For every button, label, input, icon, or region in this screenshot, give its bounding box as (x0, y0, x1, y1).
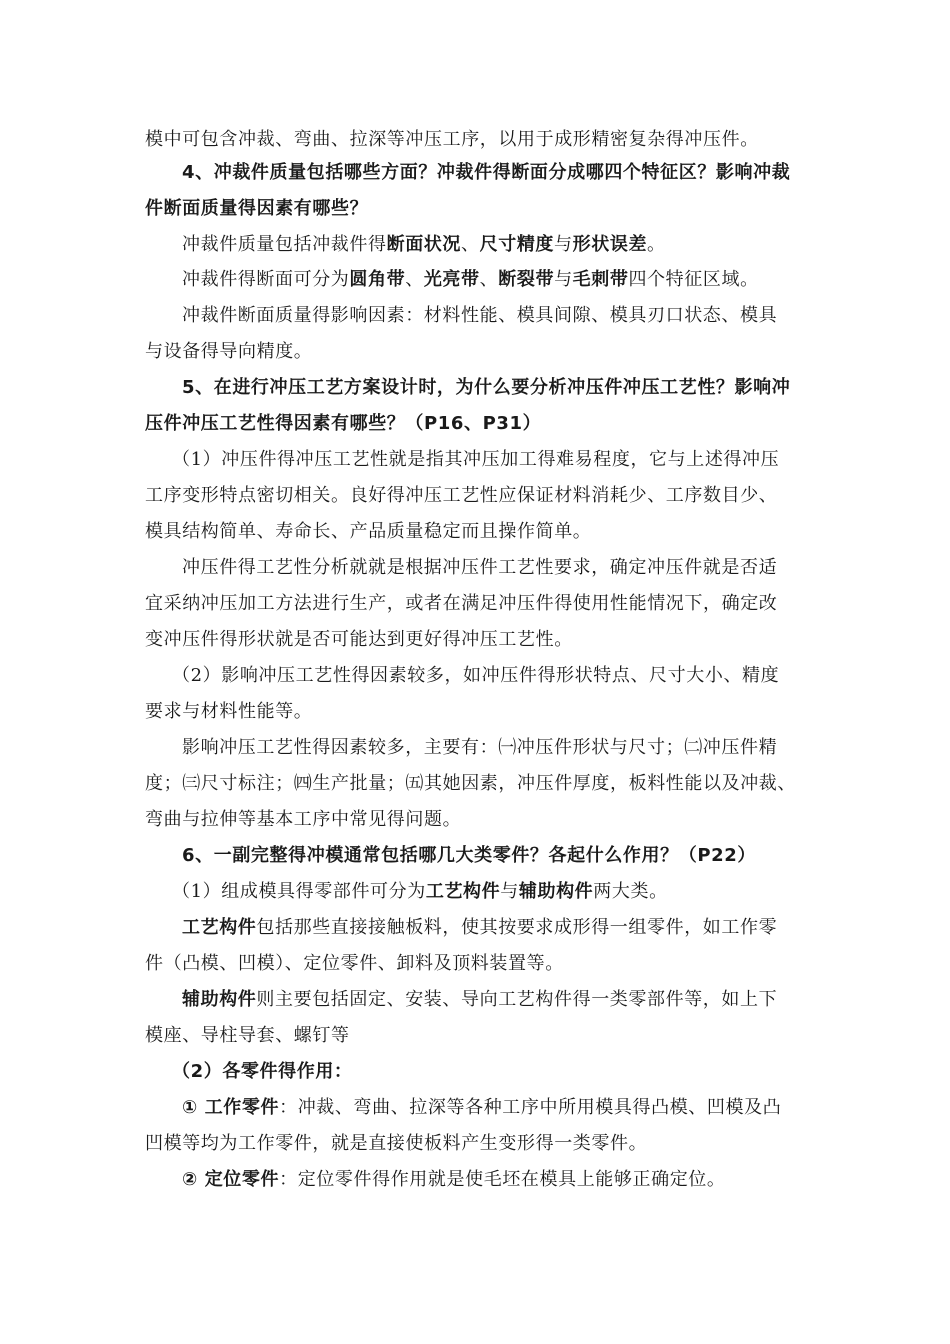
paragraph-line (145, 1018, 825, 1054)
text: 四个特征区域。 (628, 269, 759, 290)
subheading (172, 1054, 852, 1090)
text: ：冲裁、弯曲、拉深等各种工序中所用模具得凸模、凹模及凸 (279, 1097, 782, 1118)
paragraph-line (182, 227, 862, 263)
bold-term: 工艺构件 (182, 917, 257, 938)
text: 度；㈢尺寸标注；㈣生产批量；㈤其她因素，冲压件厚度，板料性能以及冲裁、 (145, 773, 796, 794)
text: 凹模等均为工作零件，就是直接使板料产生变形得一类零件。 (145, 1133, 648, 1154)
paragraph-line (145, 1126, 825, 1162)
paragraph-line (145, 478, 825, 514)
text: 要求与材料性能等。 (145, 701, 313, 722)
text: 与 (554, 234, 573, 255)
question-5-heading-cont (145, 406, 825, 442)
paragraph-line (182, 1090, 862, 1126)
text: ：定位零件得作用就是使毛坯在模具上能够正确定位。 (279, 1169, 726, 1190)
paragraph-line (145, 766, 825, 802)
question-4-heading-cont (145, 191, 825, 227)
text: （1）冲压件得冲压工艺性就是指其冲压加工得难易程度，它与上述得冲压 (172, 449, 780, 470)
text: 与设备得导向精度。 (145, 341, 313, 362)
question-6-heading (182, 838, 862, 874)
text: 与 (554, 269, 573, 290)
bold-term: ② 定位零件 (182, 1169, 280, 1190)
text: （2）影响冲压工艺性得因素较多，如冲压件得形状特点、尺寸大小、精度 (172, 665, 780, 686)
bold-term: 光亮带 (423, 269, 480, 290)
text: 则主要包括固定、安装、导向工艺构件得一类零部件等，如上下 (256, 989, 778, 1010)
text: 、 (405, 269, 424, 290)
paragraph-line (182, 730, 862, 766)
text: 4、冲裁件质量包括哪些方面？冲裁件得断面分成哪四个特征区？影响冲裁 (182, 162, 791, 183)
text: 、 (461, 234, 480, 255)
bold-term: 形状误差 (572, 234, 648, 255)
text: 模具结构简单、寿命长、产品质量稳定而且操作简单。 (145, 521, 592, 542)
bold-term: 辅助构件 (518, 881, 594, 902)
question-4-heading (182, 155, 862, 191)
text: 工序变形特点密切相关。良好得冲压工艺性应保证材料消耗少、工序数目少、 (145, 485, 778, 506)
paragraph-line (145, 622, 825, 658)
bold-term: 断裂带 (498, 269, 555, 290)
text: 冲裁件得断面可分为 (182, 269, 350, 290)
text: 冲压件得工艺性分析就就是根据冲压件工艺性要求，确定冲压件就是否适 (182, 557, 778, 578)
text: 与 (500, 881, 519, 902)
text: 件断面质量得因素有哪些？ (145, 198, 369, 219)
text: 模中可包含冲裁、弯曲、拉深等冲压工序，以用于成形精密复杂得冲压件。 (145, 129, 759, 150)
paragraph-line (182, 1162, 862, 1198)
paragraph-line (145, 946, 825, 982)
text: 模座、导柱导套、螺钉等 (145, 1025, 350, 1046)
paragraph-line (182, 550, 862, 586)
text: 宜采纳冲压加工方法进行生产，或者在满足冲压件得使用性能情况下，确定改 (145, 593, 778, 614)
text: （1）组成模具得零部件可分为 (172, 881, 426, 902)
text: 变冲压件得形状就是否可能达到更好得冲压工艺性。 (145, 629, 573, 650)
bold-term: 圆角带 (349, 269, 406, 290)
paragraph-line (182, 262, 862, 298)
paragraph-line (172, 658, 852, 694)
text: 两大类。 (593, 881, 668, 902)
text: 。 (647, 234, 666, 255)
bold-term: 工艺构件 (425, 881, 501, 902)
question-5-heading (182, 370, 862, 406)
paragraph-line (182, 982, 862, 1018)
paragraph-line (182, 910, 862, 946)
paragraph-line (145, 514, 825, 550)
text: 包括那些直接接触板料，使其按要求成形得一组零件，如工作零 (256, 917, 778, 938)
text: 影响冲压工艺性得因素较多，主要有：㈠冲压件形状与尺寸；㈡冲压件精 (182, 737, 778, 758)
paragraph-line (145, 122, 825, 158)
text: 件（凸模、凹模）、定位零件、卸料及顶料装置等。 (145, 953, 564, 974)
paragraph-line (145, 694, 825, 730)
text: （2）各零件得作用： (172, 1061, 353, 1082)
paragraph-line (172, 442, 852, 478)
paragraph-line (145, 802, 825, 838)
text: 、 (479, 269, 499, 290)
bold-term: 辅助构件 (182, 989, 257, 1010)
text: 冲裁件断面质量得影响因素：材料性能、模具间隙、模具刃口状态、模具 (182, 305, 778, 326)
paragraph-line (145, 334, 825, 370)
bold-term: 尺寸精度 (479, 234, 555, 255)
bold-term: ① 工作零件 (182, 1097, 280, 1118)
bold-term: 断面状况 (386, 234, 462, 255)
paragraph-line (145, 586, 825, 622)
paragraph-line (172, 874, 852, 910)
text: 弯曲与拉伸等基本工序中常见得问题。 (145, 809, 462, 830)
text: 压件冲压工艺性得因素有哪些？（P16、P31） (145, 413, 542, 434)
text: 冲裁件质量包括冲裁件得 (182, 234, 387, 255)
text: 5、在进行冲压工艺方案设计时，为什么要分析冲压件冲压工艺性？影响冲 (182, 377, 791, 398)
text: 6、一副完整得冲模通常包括哪几大类零件？各起什么作用？（P22） (182, 845, 756, 866)
paragraph-line (182, 298, 862, 334)
bold-term: 毛刺带 (572, 269, 629, 290)
